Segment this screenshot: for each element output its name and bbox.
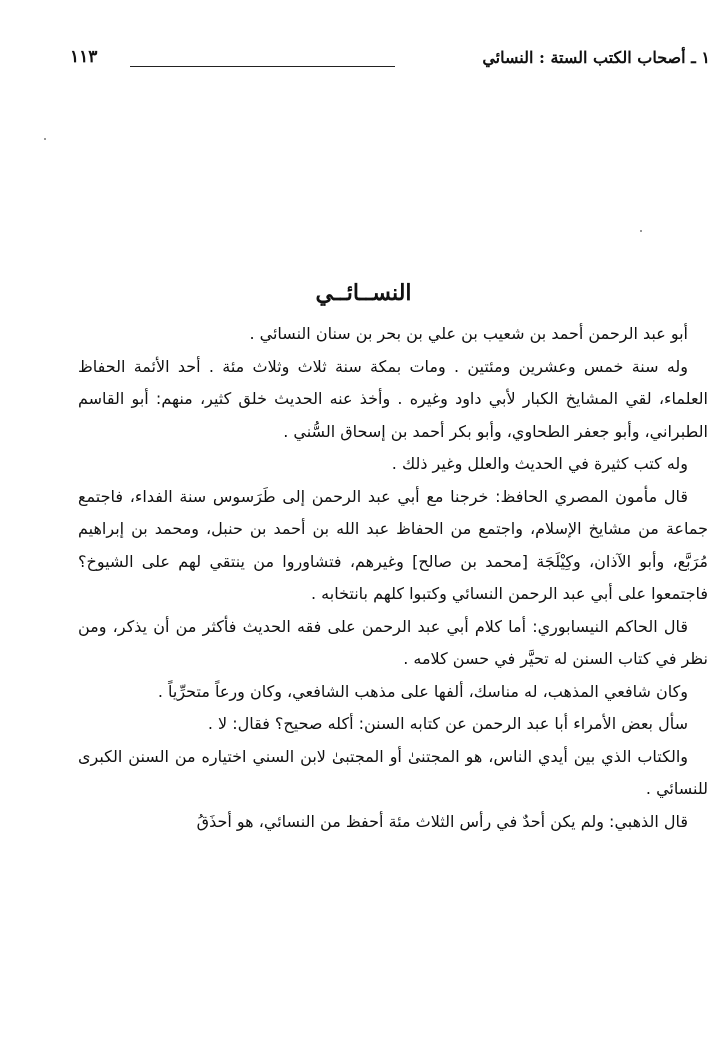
- running-header: [70, 44, 710, 74]
- paragraph-books: وله كتب كثيرة في الحديث والعلل وغير ذلك .: [391, 454, 688, 473]
- body-text: [78, 318, 708, 838]
- scan-speck: [44, 138, 46, 140]
- paragraph-madhhab: وكان شافعي المذهب، له مناسك، ألفها على مذهب الشافعي، وكان ورعاً متحرِّياً .: [157, 681, 688, 701]
- paragraph-mamun-quote: قال مأمون المصري الحافظ: خرجنا مع أبي عبد الرحمن إلى طَرَسوس سنة الفداء، فاجتمع جماعة من مشايخ الإسلام، واجتمع من الحفاظ عبد الله بن أحمد بن حنبل، ومحمد بن إبراهيم مُرَبَّع، وأبو الآذان، وكِيْلَجَة [محمد بن صالح] وغيرهم، فتشاوروا من ينتقي لهم على الشيوخ؟ فاجتمعوا على أبي عبد الرحمن النسائي وكتبوا كلهم بانتخابه .: [78, 486, 708, 603]
- paragraph-sunan-question: سأل بعض الأمراء أبا عبد الرحمن عن كتابه السنن: أكله صحيح؟ فقال: لا .: [207, 714, 688, 733]
- paragraph-biography: وله سنة خمس وعشرين ومئتين . ومات بمكة سنة ثلاث وثلاث مئة . أحد الأئمة الحفاظ العلماء، لقي المشايخ الكبار لأبي داود وغيره . وأخذ عنه الحديث خلق كثير، منهم: أبو القاسم الطبراني، وأبو جعفر الطحاوي، وأبو بكر أحمد بن إسحاق السُّني .: [78, 356, 708, 441]
- page-number: ١١٣: [70, 47, 98, 67]
- paragraph-name: أبو عبد الرحمن أحمد بن شعيب بن علي بن بحر بن سنان النسائي .: [249, 324, 688, 343]
- header-title: ١ ـ أصحاب الكتب الستة : النسائي: [482, 48, 710, 67]
- paragraph-hakim-quote: قال الحاكم النيسابوري: أما كلام أبي عبد الرحمن على فقه الحديث فأكثر من أن يذكر، ومن نظر في كتاب السنن له تحيَّر في حسن كلامه .: [78, 616, 708, 668]
- paragraph-mujtaba: والكتاب الذي بين أيدي الناس، هو المجتنىٰ أو المجتبىٰ لابن السني اختياره من السنن الكبرى للنسائي .: [78, 746, 708, 798]
- header-rule: [130, 66, 395, 67]
- scan-speck: [640, 230, 642, 232]
- section-title: النســائــي: [315, 280, 412, 306]
- paragraph-dhahabi-quote: قال الذهبي: ولم يكن أحدٌ في رأس الثلاث مئة أحفظ من النسائي، هو أحذَقُ: [196, 811, 688, 831]
